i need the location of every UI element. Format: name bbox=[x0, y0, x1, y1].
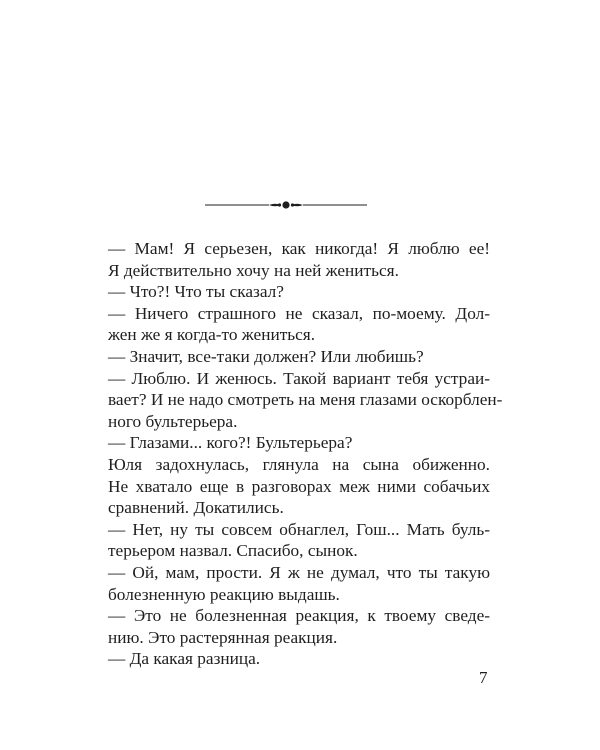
text-line: вает? И не надо смотреть на меня глазами оскорблен- bbox=[108, 390, 503, 410]
text-line: — Люблю. И женюсь. Такой вариант тебя устраи- bbox=[108, 368, 490, 388]
text-line: — Ничего страшного не сказал, по-моему. Дол- bbox=[108, 303, 490, 323]
text-line: — Мам! Я серьезен, как никогда! Я люблю ее! bbox=[108, 239, 490, 258]
text-line: терьером назвал. Спасибо, сынок. bbox=[108, 541, 358, 561]
text-line: болезненную реакцию выдашь. bbox=[108, 584, 340, 604]
text-line: — Глазами... кого?! Бультерьера? bbox=[108, 433, 353, 453]
text-line: — Да какая разница. bbox=[108, 649, 261, 669]
text-line: — Ой, мам, прости. Я ж не думал, что ты такую bbox=[108, 562, 490, 582]
page-text bbox=[108, 238, 503, 670]
text-line: нию. Это растерянная реакция. bbox=[108, 627, 338, 647]
text-line: Не хватало еще в разговорах меж ними собачьих bbox=[108, 476, 490, 496]
text-line: — Нет, ну ты совсем обнаглел, Гош... Мать буль- bbox=[108, 519, 490, 539]
text-line: — Значит, все-таки должен? Или любишь? bbox=[108, 346, 424, 366]
text-line: сравнений. Докатились. bbox=[108, 498, 284, 518]
text-line: жен же я когда-то жениться. bbox=[108, 325, 316, 345]
text-line: — Это не болезненная реакция, к твоему сведе- bbox=[108, 606, 490, 626]
text-line: — Что?! Что ты сказал? bbox=[108, 282, 284, 302]
text-line: Юля задохнулась, глянула на сына обиженно. bbox=[108, 454, 490, 474]
page-number: 7 bbox=[479, 668, 488, 687]
text-line: Я действительно хочу на ней жениться. bbox=[108, 260, 399, 280]
divider-ornament bbox=[205, 198, 367, 212]
text-line: ного бультерьера. bbox=[108, 411, 238, 431]
